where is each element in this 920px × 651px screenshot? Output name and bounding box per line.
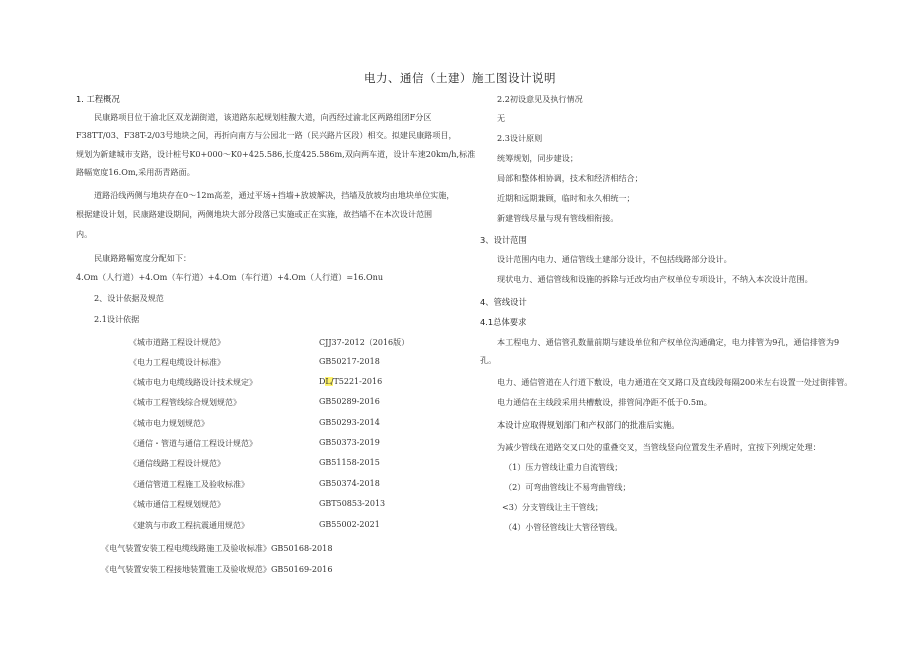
principle-line: 局部和整体相协调，技术和经济相结合； (497, 173, 643, 183)
reference-code: GBT50853-2013 (319, 499, 386, 508)
reference-code: CJJ37-2012（2016版） (319, 338, 410, 347)
reference-name: 《通信・管道与通信工程设计规范》 (129, 439, 257, 448)
highlighted-text: L/ (325, 377, 334, 386)
principle-line: 近期和远期兼顾，临时和永久相统一； (497, 193, 635, 203)
crossing-rule-line: 为减少管线在道路交叉口处的重叠交叉，当管线竖向位置发生矛盾时，宜按下列规定处理： (497, 442, 821, 452)
overview-line-2: F38TT/03、F38T-2/03号地块之间，再折向南方与公园北一路（民兴路片区段）相交。拟建民康路项目， (76, 130, 457, 140)
section-2-2-heading: 2.2初设意见及执行情况 (497, 94, 583, 104)
approval-note: 本设计应取得规划部门和产权部门的批准后实施。 (497, 420, 680, 430)
overview-line-4: 路幅宽度16.Om,采用沥青路面。 (76, 167, 195, 177)
reference-name: 《通信管道工程施工及验收标准》 (129, 480, 249, 489)
grade-line-2: 根据建设计划，民康路建设期间，两侧地块大部分段落已实施或正在实施，故挡墙不在本次设计范围 (76, 209, 433, 219)
principle-line: 统筹规划，同步建设； (497, 153, 578, 163)
section-3-heading: 3、设计范围 (480, 235, 527, 245)
overview-line-1: 民康路项目位于渝北区双龙湖街道，该道路东起规划桂馥大道，向西经过渝北区两路组团F分区 (94, 112, 432, 122)
extra-reference: 《电气装置安装工程接地装置施工及验收规范》GB50169-2016 (101, 564, 333, 574)
section-4-1-heading: 4.1总体要求 (480, 317, 527, 327)
requirement-line: 电力、通信管道在人行道下敷设，电力通道在交叉路口及直线段每隔200米左右设置一处过街排管。 (497, 377, 853, 387)
section-2-heading: 2、设计依据及规范 (94, 293, 164, 303)
reference-code: GB50374-2018 (319, 479, 380, 488)
reference-code: GB51158-2015 (319, 458, 380, 467)
grade-line-3: 内。 (76, 229, 93, 239)
grade-line-1: 道路沿线两侧与地块存在0～12m高差，通过平场+挡墙+放坡解决，挡墙及放坡均由地块单位实施， (94, 190, 455, 200)
reference-name: 《电力工程电缆设计标准》 (129, 358, 225, 367)
reference-code-part: T5221-2016 (333, 377, 383, 386)
extra-reference: 《电气装置安装工程电缆线路施工及验收标准》GB50168-2018 (101, 543, 333, 553)
reference-code: GB50289-2016 (319, 397, 380, 406)
reference-code: GB50217-2018 (319, 357, 380, 366)
width-intro: 民康路路幅宽度分配如下： (94, 253, 192, 263)
page-title: 电力、通信（土建）施工图设计说明 (364, 71, 556, 85)
reference-name: 《通信线路工程设计规范》 (129, 459, 225, 468)
requirement-line: 电力通信在主线段采用共槽敷设，排管间净距不低于0.5m。 (497, 397, 712, 407)
reference-code: GB50293-2014 (319, 418, 380, 427)
reference-code (319, 377, 382, 386)
section-4-heading: 4、管线设计 (480, 297, 527, 307)
scope-line: 现状电力、通信管线和设施的拆除与迁改均由产权单位专项设计，不纳入本次设计范围。 (497, 274, 813, 284)
section-2-2-body: 无 (497, 113, 506, 123)
section-1-heading: 1. 工程概况 (76, 94, 120, 104)
reference-name: 《城市道路工程设计规范》 (129, 338, 225, 347)
requirement-line: 本工程电力、通信管孔数量前期与建设单位和产权单位沟通确定，电力排管为9孔，通信排管为9 (497, 337, 840, 347)
reference-name: 《城市电力规划规范》 (129, 419, 209, 428)
reference-name: 《城市通信工程规划规范》 (129, 500, 225, 509)
section-2-1-heading: 2.1设计依据 (94, 314, 140, 324)
reference-name: 《城市工程管线综合规划规范》 (129, 398, 241, 407)
reference-code: GB50373-2019 (319, 438, 380, 447)
principle-line: 新建管线尽量与现有管线相衔接。 (497, 213, 619, 223)
reference-code-part: D (319, 377, 326, 386)
crossing-rule-line: （1）压力管线让重力自流管线； (504, 462, 623, 472)
reference-code: GB55002-2021 (319, 520, 380, 529)
crossing-rule-line: <3）分支管线让主干管线； (502, 502, 603, 512)
overview-line-3: 规划为新建城市支路，设计桩号K0+000～K0+425.586,长度425.586m,双向两车道，设计车速20km/h,标准 (76, 149, 476, 159)
crossing-rule-line: （2）可弯曲管线让不易弯曲管线； (504, 482, 631, 492)
section-2-3-heading: 2.3设计原则 (497, 133, 543, 143)
reference-name: 《建筑与市政工程抗震通用规范》 (129, 521, 249, 530)
scope-line: 设计范围内电力、通信管线土建部分设计，不包括线路部分设计。 (497, 254, 732, 264)
width-formula: 4.Om（人行道）+4.Om（车行道）+4.Om（车行道）+4.Om（人行道）=16.Onu (76, 272, 384, 282)
crossing-rule-line: （4）小管径管线让大管径管线。 (504, 522, 623, 532)
requirement-line: 孔。 (480, 355, 497, 365)
reference-name: 《城市电力电缆线路设计技术规定》 (129, 378, 257, 387)
